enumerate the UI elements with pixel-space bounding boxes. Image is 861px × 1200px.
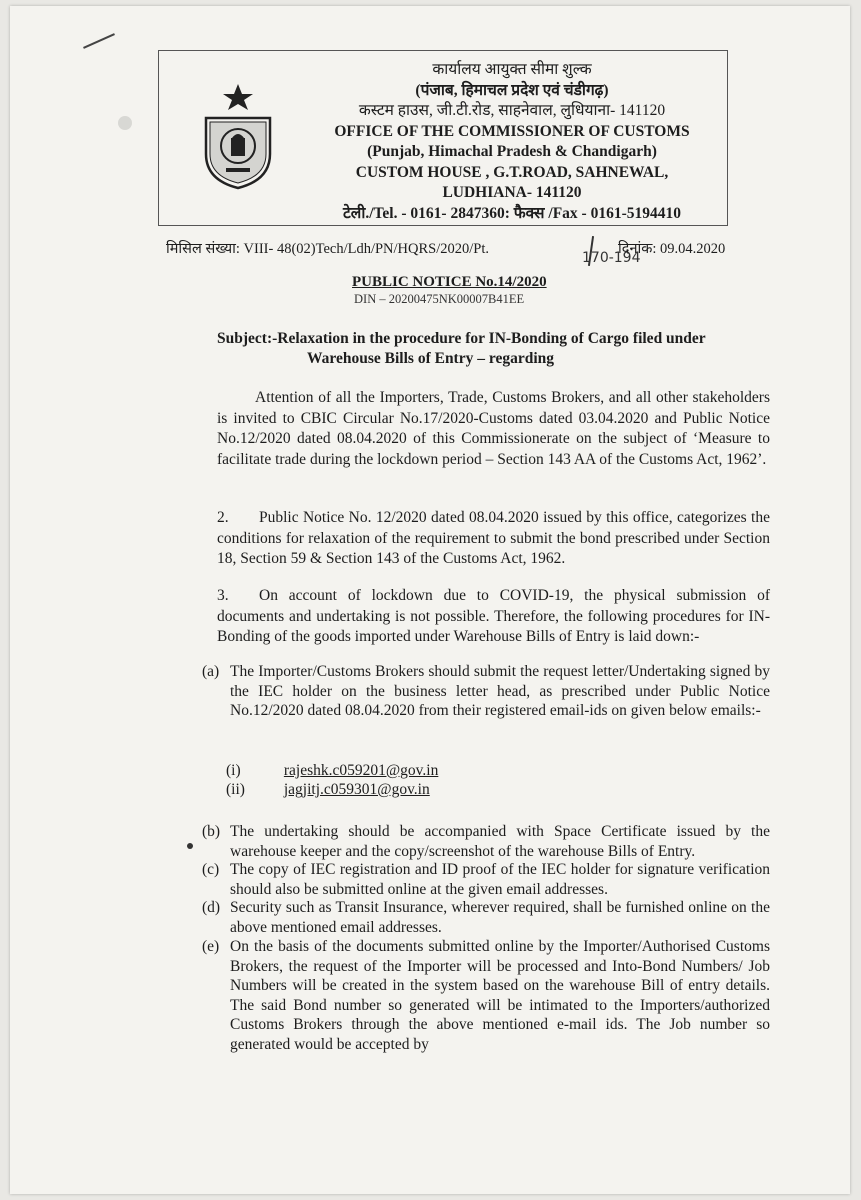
paragraph-3-text: On account of lockdown due to COVID-19, the physical submission of documents and undertaking is not possible. Therefore, the following procedures for IN-Bonding of the goods imported under Warehouse Bills of Entry is laid down:-	[217, 587, 770, 645]
list-item-label: (b)	[202, 823, 221, 840]
list-item-text: The undertaking should be accompanied with Space Certificate issued by the warehouse keeper and the copy/screenshot of the warehouse Bills of Entry.	[230, 823, 770, 860]
paragraph-2-number: 2.	[217, 509, 229, 526]
paragraph-1-text: Attention of all the Importers, Trade, Customs Brokers, and all other stakeholders is invited to CBIC Circular No.17/2020-Customs dated 03.04.2020 and Public Notice No.12/2020 dated 08.04.2020 of this Commissionerate on the subject of ‘Measure to facilitate trade during the lockdown period – Section 143 AA of the Customs Act, 1962’.	[217, 389, 770, 468]
list-item-e	[202, 937, 770, 1054]
region-hindi: (पंजाब, हिमाचल प्रदेश एवं चंडीगढ़)	[415, 81, 609, 99]
email-link-1[interactable]: rajeshk.c059201@gov.in	[283, 762, 439, 779]
paragraph-2	[217, 508, 770, 570]
email-row-1	[226, 762, 438, 780]
paragraph-3-number: 3.	[217, 587, 229, 604]
subject-line-2: Warehouse Bills of Entry – regarding	[307, 350, 555, 367]
paragraph-1	[217, 388, 770, 470]
ink-dot	[187, 843, 193, 849]
email-row-2	[226, 781, 430, 799]
punch-hole	[118, 116, 132, 130]
list-item-text: The copy of IEC registration and ID proof of the IEC holder for signature verification should also be submitted online at the given email addresses.	[230, 861, 770, 898]
notice-date: दिनांक: 09.04.2020	[618, 241, 726, 257]
list-item-text: Security such as Transit Insurance, wherever required, shall be furnished online on the above mentioned email addresses.	[230, 899, 770, 936]
paragraph-2-text: Public Notice No. 12/2020 dated 08.04.2020 issued by this office, categorizes the conditions for relaxation of the requirement to submit the bond prescribed under Section 18, Section 59 & Section 143 of the Customs Act, 1962.	[217, 509, 770, 567]
address-hindi: कस्टम हाउस, जी.टी.रोड, साहनेवाल, लुधियाना- 141120	[358, 102, 666, 119]
list-item-a	[202, 662, 770, 721]
file-number: मिसिल संख्या: VIII- 48(02)Tech/Ldh/PN/HQRS/2020/Pt.	[166, 241, 490, 257]
din-number: DIN – 20200475NK00007B41EE	[354, 292, 525, 306]
customs-emblem-icon	[196, 82, 280, 190]
list-item-text: The Importer/Customs Brokers should submit the request letter/Undertaking signed by the IEC holder on the business letter head, as prescribed under Public Notice No.12/2020 dated 08.04.2020 from their registered email-ids on given below emails:-	[230, 663, 770, 719]
list-item-label: (d)	[202, 899, 221, 916]
letterhead-text	[302, 60, 722, 224]
subject	[217, 329, 770, 369]
list-item-text: On the basis of the documents submitted online by the Importer/Authorised Customs Brokers, the request of the Importer will be processed and Into-Bond Numbers/ Job Numbers will be created in the system based on the warehouse Bill of entry details. The said Bond number so generated will be intimated to the Importers/authorized Customs Brokers through the above mentioned e-mail ids. The Job number so generated would be accepted by	[230, 938, 770, 1053]
list-item-b	[202, 822, 770, 861]
city-english: LUDHIANA- 141120	[442, 184, 582, 201]
list-item-c	[202, 860, 770, 899]
office-title-english: OFFICE OF THE COMMISSIONER OF CUSTOMS	[334, 122, 690, 140]
notice-title: PUBLIC NOTICE No.14/2020	[352, 274, 547, 290]
email-index: (i)	[226, 762, 241, 779]
paragraph-3	[217, 586, 770, 648]
contact-line: टेली./Tel. - 0161- 2847360: फैक्स /Fax - 0161-5194410	[343, 204, 681, 222]
list-item-label: (c)	[202, 861, 220, 878]
office-title-hindi: कार्यालय आयुक्त सीमा शुल्क	[432, 61, 592, 78]
email-index: (ii)	[226, 781, 245, 798]
list-item-d	[202, 898, 770, 937]
list-item-label: (a)	[202, 663, 220, 680]
address-english: CUSTOM HOUSE , G.T.ROAD, SAHNEWAL,	[355, 163, 669, 181]
pen-mark	[83, 33, 115, 49]
email-link-2[interactable]: jagjitj.c059301@gov.in	[283, 781, 430, 798]
subject-line-1: Subject:-Relaxation in the procedure for IN-Bonding of Cargo filed under	[217, 330, 706, 347]
region-english: (Punjab, Himachal Pradesh & Chandigarh)	[367, 143, 657, 160]
handwritten-note: 170-194	[582, 250, 641, 266]
list-item-label: (e)	[202, 938, 220, 955]
